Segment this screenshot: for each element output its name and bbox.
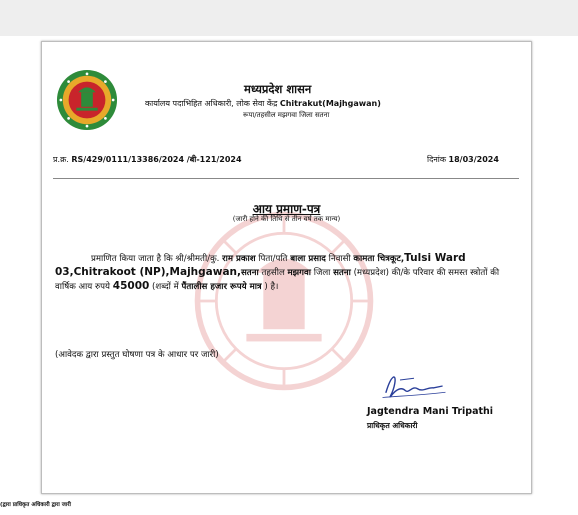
father-name: बाला प्रसाद: [290, 254, 326, 264]
income-in-words: पैंतालीस हजार रूपये मात्र: [181, 282, 262, 292]
officer-title: प्राधिकृत अधिकारी: [367, 421, 418, 430]
village-hindi: कामता चित्रकूट,: [353, 254, 405, 264]
tehsil-label: तहसील: [261, 268, 285, 278]
closing-text: ) है।: [264, 282, 279, 292]
number-value: RS/429/0111/13386/2024 /बी-121/2024: [71, 155, 242, 164]
holder-name: राम प्रकाश: [222, 254, 256, 264]
office-prefix: कार्यालय पदाभिहित अधिकारी, लोक सेवा केंद्र: [145, 99, 278, 108]
mp-government-seal-icon: [56, 69, 118, 131]
office-line: [145, 98, 381, 109]
state-text: (मध्यप्रदेश) की/के परिवार की समस्त स्त्रोतों की वार्षिक आय रुपये: [55, 268, 500, 292]
certificate-body: [55, 252, 521, 294]
tehsil-name: मझगवा: [287, 268, 311, 278]
top-band: [0, 0, 578, 36]
government-title: मध्यप्रदेश शासन: [244, 82, 312, 96]
tehsil-line: रूपा/तहसील मझगवा जिला सतना: [243, 111, 330, 119]
office-place: Chitrakut(Majhgawan): [279, 99, 381, 108]
relation-text: पिता/पति: [258, 254, 288, 264]
certificate-page: [41, 41, 532, 494]
divider: [53, 178, 519, 179]
certificate-heading: आय प्रमाण-पत्र: [252, 202, 321, 216]
words-label: (शब्दों में: [152, 282, 179, 292]
signature-image: [379, 369, 449, 405]
address-english: Tulsi Ward 03,Chitrakoot (NP),Majhgawan,: [55, 252, 466, 278]
issued-note: (आवेदक द्वारा प्रस्तुत घोषणा पत्र के आधार पर जारी): [55, 350, 219, 360]
intro-text: प्रमाणित किया जाता है कि श्री/श्रीमती/कु.: [91, 254, 220, 264]
date-label: दिनांक: [427, 155, 446, 164]
date-value: 18/03/2024: [448, 155, 499, 164]
district-label: जिला: [313, 268, 331, 278]
number-label: प्र.क्र.: [53, 155, 69, 164]
income-amount: 45000: [112, 280, 150, 292]
officer-name: Jagtendra Mani Tripathi: [367, 406, 494, 417]
validity-note: (जारी होने की तिथि से तीन वर्ष तक मान्य): [232, 215, 341, 223]
certificate-number: [53, 154, 242, 165]
certificate-date: [427, 154, 499, 165]
watermark-emblem: [190, 207, 378, 395]
resident-text: निवासी: [328, 254, 351, 264]
address-district: सतना: [241, 268, 259, 278]
district-name: सतना: [333, 268, 351, 278]
footer-note: (द्वारा प्राधिकृत अधिकारी द्वारा जारी: [0, 502, 71, 508]
